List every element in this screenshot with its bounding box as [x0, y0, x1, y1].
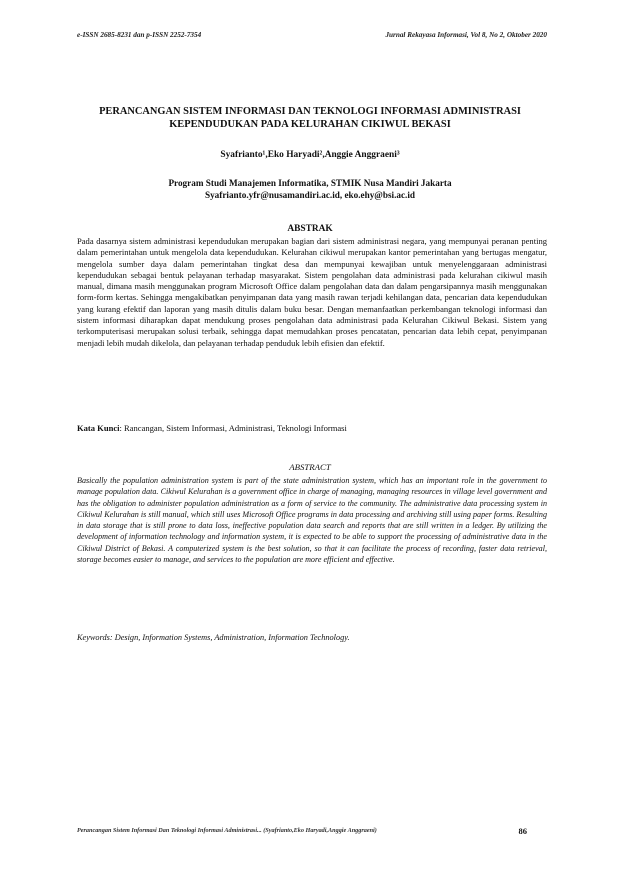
abstrak-heading: ABSTRAK: [287, 224, 333, 234]
kata-kunci-text: : Rancangan, Sistem Informasi, Administrasi, Teknologi Informasi: [119, 423, 347, 433]
affiliation-line: Program Studi Manajemen Informatika, STMIK Nusa Mandiri Jakarta: [168, 178, 452, 188]
email-line: Syafrianto.yfr@nusamandiri.ac.id, eko.ehy@bsi.ac.id: [204, 190, 416, 200]
kata-kunci-label: Kata Kunci: [77, 423, 120, 433]
abstract-heading: ABSTRACT: [289, 462, 331, 472]
journal-text: Jurnal Rekayasa Informasi, Vol 8, No 2, Oktober 2020: [385, 31, 547, 39]
keywords: Keywords: Design, Information Systems, Administration, Information Technology.: [77, 633, 350, 642]
affiliation: [70, 177, 550, 201]
abstrak-body: Pada dasarnya sistem administrasi kependudukan merupakan bagian dari sistem administrasi negara, yang mempunyai peranan penting dalam pemerintahan untuk mengelola data kependudukan. Kelurahan cikiwul merupakan kantor pemerintahan yang bertugas mengatur, mengelola sumber daya dalam pemerintahan tingkat desa dan mempunyai kewajiban untuk menyelenggaraan administrasi kependudukan sebagai bentuk pelayanan terhadap masyarakat. Sistem pengolahan data administrasi pada kelurahan cikiwul masih manual, dimana masih menggunakan program Microsoft Office dalam pengolahan data dan dalam pengarsipannya masih menggunakan form-form kertas. Sehingga mengakibatkan penyimpanan data yang masih rawan terjadi kehilangan data, pencarian data kependudukan yang kurang efektif dan laporan yang masih ditulis dalam buku besar. Dengan memanfaatkan perkembangan teknologi informasi dan sistem informasi diharapkan dapat mendukung proses pengolahan data administrasi pada Kelurahan Cikiwul Bekasi. Sistem yang terkomputerisasi merupakan solusi terbaik, sehingga dapat memudahkan proses pencatatan, pencarian data lebih cepat, penyimpanan menjadi lebih mudah dikelola, dan pelayanan terhadap penduduk lebih efisien dan efektif.: [77, 236, 547, 348]
authors: Syafrianto¹,Eko Haryadi²,Anggie Anggraeni³: [220, 150, 400, 160]
running-footer: [77, 826, 547, 838]
running-header: [77, 31, 547, 43]
footer-text: Perancangan Sistem Informasi Dan Teknologi Informasi Administrasi... (Syafrianto,Eko Haryadi,Anggie Anggraeni): [77, 827, 377, 834]
paper-title: PERANCANGAN SISTEM INFORMASI DAN TEKNOLOGI INFORMASI ADMINISTRASI KEPENDUDUKAN PADA KELURAHAN CIKIWUL BEKASI: [99, 106, 521, 130]
abstract-body: Basically the population administration system is part of the state administration system, which has an important role in the government to manage population data. Cikiwul Kelurahan is a government office in charge of managing, managing resources in village level government and has the obligation to administer population administration as a form of service to the community. The administrative data processing system in Cikiwul Kelurahan is still manual, which still uses Microsoft Office programs in data processing and archiving still using paper forms. Resulting in data storage that is still prone to data loss, ineffective population data search and reports that are still written in a ledger. By utilizing the development of information technology and information system, it is expected to be able to support the processing of administrative data in the Cikiwul District of Bekasi. A computerized system is the best solution, so that it can facilitate the process of recording, faster data retrieval, storage becomes easier to manage, and services to the population are more efficient and effective.: [77, 476, 547, 565]
page-number: 86: [518, 826, 527, 836]
issn-text: e-ISSN 2685-8231 dan p-ISSN 2252-7354: [77, 31, 202, 39]
kata-kunci: [77, 423, 547, 433]
